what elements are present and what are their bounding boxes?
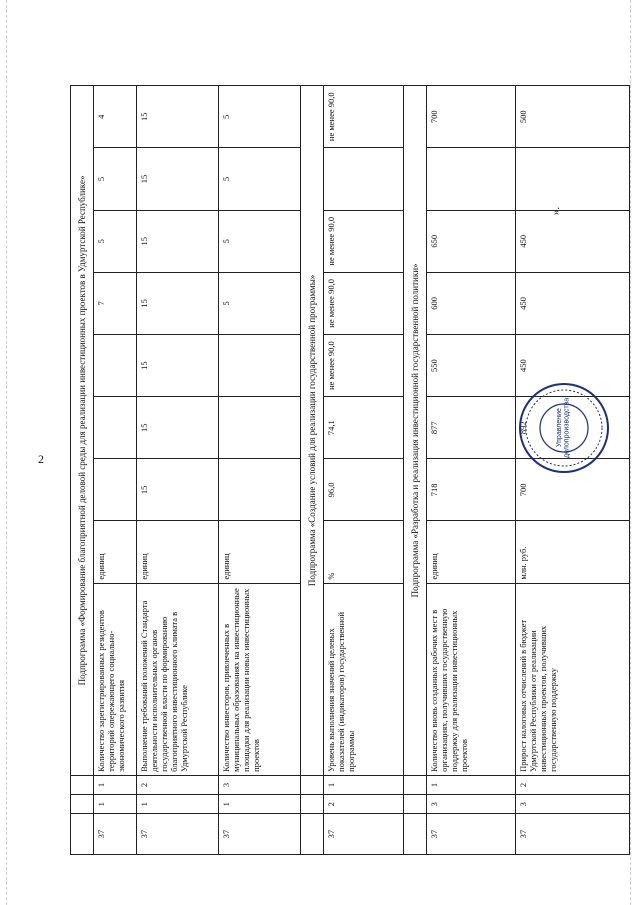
indicator-name: Количество инвесторов, привлеченных в муниципальных образованиях на инвестиционные площадки для реализации новых инвестиционных проектов bbox=[219, 583, 301, 775]
value-cell: не менее 90,0 bbox=[324, 272, 404, 334]
value-cell: 15 bbox=[137, 334, 219, 396]
value-cell bbox=[93, 397, 136, 459]
value-cell: 5 bbox=[219, 272, 301, 334]
right-fold-line bbox=[630, 0, 631, 905]
unit-cell: % bbox=[324, 521, 404, 583]
value-cell: 15 bbox=[137, 86, 219, 148]
unit-cell: млн. руб. bbox=[515, 521, 629, 583]
code-cell: 1 bbox=[137, 795, 219, 814]
indicator-name: Выполнение требований положений Стандарта деятельности исполнительных органов государственной власти по формированию благоприятного инвестиционного климата в Удмуртской Республике bbox=[137, 583, 219, 775]
value-cell: 700 bbox=[426, 86, 515, 148]
value-cell: 450 bbox=[515, 272, 629, 334]
value-cell: 7 bbox=[93, 272, 136, 334]
subprogram-1-header: Подпрограмма «Формирование благоприятной деловой среды для реализации инвестиционных проектов в Удмуртской Республике» bbox=[71, 86, 94, 776]
value-cell bbox=[219, 459, 301, 521]
code-cell: 3 bbox=[426, 795, 515, 814]
left-fold-line bbox=[6, 0, 7, 905]
value-cell: 892 bbox=[515, 397, 629, 459]
unit-cell: единиц bbox=[426, 521, 515, 583]
value-cell: 5 bbox=[219, 148, 301, 210]
table-row bbox=[324, 86, 404, 855]
value-cell: 500 bbox=[515, 86, 629, 148]
value-cell bbox=[219, 334, 301, 396]
indicator-name: Уровень выполнения значений целевых показателей (индикаторов) государственной программы bbox=[324, 583, 404, 775]
code-cell: 37 bbox=[93, 814, 136, 855]
value-cell: 718 bbox=[426, 459, 515, 521]
indicator-name: Количество зарегистрированных резидентов территорий опережающего социально-экономического развития bbox=[93, 583, 136, 775]
value-cell bbox=[324, 148, 404, 210]
value-cell: 15 bbox=[137, 148, 219, 210]
value-cell bbox=[93, 459, 136, 521]
code-cell: 37 bbox=[137, 814, 219, 855]
code-cell: 1 bbox=[93, 775, 136, 794]
value-cell: 650 bbox=[426, 210, 515, 272]
code-cell: 3 bbox=[219, 775, 301, 794]
value-cell: не менее 90,0 bbox=[324, 334, 404, 396]
value-cell bbox=[219, 397, 301, 459]
subprogram-2-header: Подпрограмма «Создание условий для реализации государственной программы» bbox=[301, 86, 324, 776]
value-cell: 5 bbox=[219, 86, 301, 148]
value-cell: 450 bbox=[515, 210, 629, 272]
subprogram-3-header: Подпрограмма «Разработка и реализация инвестиционной государственной политики» bbox=[404, 86, 427, 776]
code-cell: 1 bbox=[219, 795, 301, 814]
value-cell: 15 bbox=[137, 397, 219, 459]
code-cell: 2 bbox=[324, 795, 404, 814]
indicator-name: Количество вновь созданных рабочих мест в организациях, получивших государственную поддержку для реализации инвестиционных проектов bbox=[426, 583, 515, 775]
empty-cell bbox=[71, 795, 94, 814]
empty-cell bbox=[71, 814, 94, 855]
table-row bbox=[219, 86, 301, 855]
value-cell: 15 bbox=[137, 272, 219, 334]
value-cell: не менее 90,0 bbox=[324, 86, 404, 148]
page-number: 2 bbox=[38, 452, 44, 466]
value-cell: 5 bbox=[219, 210, 301, 272]
value-cell: 15 bbox=[137, 210, 219, 272]
table-row bbox=[93, 86, 136, 855]
value-cell bbox=[515, 148, 629, 210]
value-cell bbox=[93, 334, 136, 396]
code-cell: 1 bbox=[324, 775, 404, 794]
value-cell: 4 bbox=[93, 86, 136, 148]
empty-cell bbox=[301, 795, 324, 814]
value-cell: не менее 90,0 bbox=[324, 210, 404, 272]
code-cell: 37 bbox=[426, 814, 515, 855]
indicator-name: Прирост налоговых отчислений в бюджет Удмуртской Республики от реализации инвестиционных проектов, получивших государственную поддержку bbox=[515, 583, 629, 775]
stamp-label: Управление делопроизводства bbox=[556, 397, 571, 459]
code-cell: 2 bbox=[137, 775, 219, 794]
unit-cell: единиц bbox=[137, 521, 219, 583]
value-cell: 450 bbox=[515, 334, 629, 396]
code-cell: 37 bbox=[324, 814, 404, 855]
value-cell: 5 bbox=[93, 210, 136, 272]
value-cell: 550 bbox=[426, 334, 515, 396]
empty-cell bbox=[301, 775, 324, 794]
code-cell: 37 bbox=[515, 814, 629, 855]
value-cell: 877 bbox=[426, 397, 515, 459]
empty-cell bbox=[404, 795, 427, 814]
value-cell bbox=[426, 148, 515, 210]
unit-cell: единиц bbox=[219, 521, 301, 583]
table-row bbox=[137, 86, 219, 855]
empty-cell bbox=[404, 814, 427, 855]
value-cell: 5 bbox=[93, 148, 136, 210]
value-cell: 96,0 bbox=[324, 459, 404, 521]
value-cell: 74,1 bbox=[324, 397, 404, 459]
table-row bbox=[426, 86, 515, 855]
empty-cell bbox=[404, 775, 427, 794]
unit-cell: единиц bbox=[93, 521, 136, 583]
code-cell: 37 bbox=[219, 814, 301, 855]
code-cell: 1 bbox=[93, 795, 136, 814]
value-cell: 600 bbox=[426, 272, 515, 334]
closing-quote: ». bbox=[550, 206, 563, 216]
value-cell: 700 bbox=[515, 459, 629, 521]
empty-cell bbox=[71, 775, 94, 794]
code-cell: 1 bbox=[426, 775, 515, 794]
empty-cell bbox=[301, 814, 324, 855]
value-cell: 15 bbox=[137, 459, 219, 521]
code-cell: 3 bbox=[515, 795, 629, 814]
code-cell: 2 bbox=[515, 775, 629, 794]
